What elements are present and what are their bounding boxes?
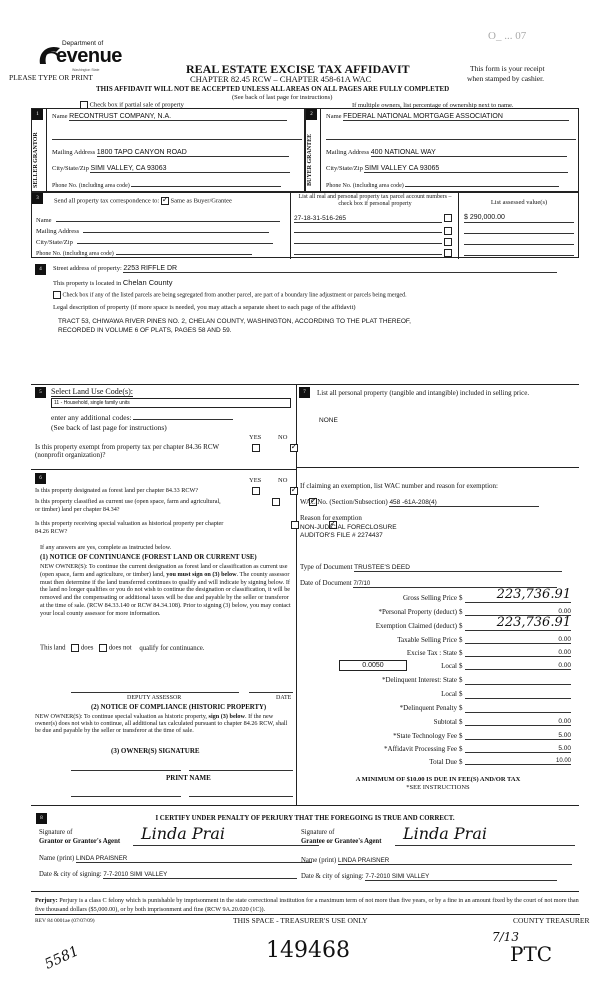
seller-name-row [52,113,302,121]
partial-sale-label: Check box if partial sale of property [89,101,184,109]
county-field[interactable]: Chelan County [122,278,173,287]
currency-symbol: $ [459,690,463,698]
notice2-text-pre: NEW OWNER(S): To continue special valuation as historic property, [35,713,207,720]
grantor-name-label: Name (print) [39,855,75,862]
county-treasurer-label: COUNTY TREASURER [513,916,590,925]
notice2-text-bold: sign (3) below [208,713,245,720]
corr-city-row [36,236,273,246]
continuance-row [40,644,204,652]
delinquent-interest-local-label: Local [441,690,457,698]
see-instructions-note: *SEE INSTRUCTIONS [406,784,470,791]
if-yes-instruction: If any answers are yes, complete as instructed below. [40,544,172,551]
reason-label: Reason for exemption [300,514,362,522]
gross-selling-price-label: Gross Selling Price [402,594,457,602]
nonprofit-yes-checkbox[interactable] [252,444,260,452]
currency-symbol: $ [459,636,463,644]
excise-tax-local-field[interactable]: 0.00 [465,662,571,670]
located-in-label: This property is located in [53,280,122,287]
corr-city-label: City/State/Zip [36,239,73,246]
currency-symbol: $ [459,649,463,657]
personal-property-checkbox[interactable] [444,249,452,257]
section-number-3: 3 [32,193,43,204]
document-type-label: Type of Document [300,563,353,571]
buyer-name-field[interactable]: FEDERAL NATIONAL MORTGAGE ASSOCIATION [343,113,569,121]
parcel-number-field[interactable] [294,236,442,244]
delinquent-interest-state-field[interactable] [465,676,571,685]
section-number-6: 6 [35,473,46,484]
subtotal-field[interactable]: 0.00 [465,718,571,726]
corr-phone-label: Phone No. (including area code) [36,251,114,257]
reason-line-2[interactable]: AUDITOR'S FILE # 2274437 [300,532,383,539]
assessed-value-field[interactable] [464,225,574,234]
deputy-assessor-label: DEPUTY ASSESSOR [127,695,182,701]
this-land-label: This land [40,644,66,652]
personal-property-deduct-field[interactable]: 0.00 [465,608,571,616]
grantor-date-field[interactable]: 7-7-2010 SIMI VALLEY [103,871,297,879]
legal-description-line-2[interactable]: RECORDED IN VOLUME 6 OF PLATS, PAGES 58 AND 59. [58,327,232,334]
seller-grantor-label: SELLER GRANTOR [33,132,39,188]
currency-symbol: $ [459,745,463,753]
yes-header: YES [249,477,262,484]
corr-mailing-field[interactable] [83,225,269,233]
no-header: NO [278,434,288,441]
state-technology-fee-label: *State Technology Fee [393,732,457,740]
exemption-instructions: If claiming an exemption, list WAC number and reason for exemption: [300,482,498,490]
section-number-7: 7 [299,387,310,398]
notice1-text-post: . The county assessor must then determine if the land transferred continues to qualify and will indicate by signing below. If the land no longer qualifies or you do not wish to continue the designation or classification, it will be removed and the compensating or additional taxes will be due and payable by the seller or transferor at the time of sale. (RCW 84.33.140 or RCW 84.34.108). Prior to signing (3) below, you may contact your local county assessor for more information. [40,570,291,617]
assessed-value-field[interactable]: $ 290,000.00 [464,214,574,223]
delinquent-penalty-label: *Delinquent Penalty [399,704,457,712]
land-use-code-select[interactable]: 11 - Household, single family units [51,398,291,408]
parcel-row [294,247,452,257]
assessed-header: List assessed value(s) [490,199,548,206]
additional-codes-row [51,412,233,422]
print-name-label: PRINT NAME [166,774,211,782]
buyer-city-field[interactable]: SIMI VALLEY CA 93065 [364,165,568,173]
affidavit-processing-fee-field[interactable]: 5.00 [465,745,571,753]
logo-dept-text: Department of [62,40,104,47]
parcel-number-field[interactable]: 27-18-31-516-265 [294,215,442,223]
currency-symbol: $ [459,718,463,726]
owner-signature-line-2[interactable] [189,770,293,771]
total-due-label: Total Due [429,758,457,766]
does-label: does [80,644,94,652]
receipt-note-1: This form is your receipt [470,64,545,73]
nonprofit-exempt-question: Is this property exempt from property tax per chapter 84.36 RCW (nonprofit organization)? [35,443,219,459]
seller-city-field[interactable]: SIMI VALLEY, CA 93063 [90,165,290,173]
no-header: NO [278,477,288,484]
segregated-checkbox[interactable] [53,291,61,299]
grantee-date-row [301,873,557,881]
grantor-signature-label-1: Signature of [39,829,73,836]
local-tax-rate-field[interactable]: 0.0050 [339,660,407,671]
currency-symbol: $ [459,704,463,712]
receipt-note-2: when stamped by cashier. [467,74,545,83]
affidavit-processing-fee-label: *Affidavit Processing Fee [384,745,457,753]
minimum-due-notice: A MINIMUM OF $10.00 IS DUE IN FEE(S) AND/OR TAX [355,776,521,783]
legal-description-label: Legal description of property (if more space is needed, you may attach a separate sheet to each page of the affidavit) [53,304,356,311]
buyer-grantee-section [305,108,579,192]
notice-of-compliance-text [35,713,293,734]
reason-line-1[interactable]: NON-JUDICIAL FORECLOSURE [300,524,397,531]
perjury-label: Perjury: [35,897,58,904]
form-revision-id: REV 84 0001ae (07/07/09) [35,918,95,924]
excise-tax-state-field[interactable]: 0.00 [465,649,571,657]
owner-signature-line[interactable] [71,770,181,771]
logo-revenue-text: evenue [56,45,122,67]
property-location-section [31,261,579,341]
located-in-row [53,278,172,287]
personal-property-checkbox[interactable] [444,227,452,235]
yes-header: YES [249,434,262,441]
corr-mailing-label: Mailing Address [36,228,80,235]
send-correspondence-label: Send all property tax correspondence to: [54,197,160,205]
buyer-phone-label: Phone No. (including area code) [326,183,404,189]
taxable-selling-price-label: Taxable Selling Price [397,636,457,644]
taxable-selling-price-field[interactable]: 0.00 [465,636,571,644]
land-use-section [31,384,297,470]
total-due-field[interactable]: 10.00 [465,758,571,765]
forest-current-use-section [31,470,297,806]
buyer-name-label: Name [326,113,342,120]
grantee-name-label: Name (print) [301,857,337,864]
qualify-label: qualify for continuance. [139,644,205,652]
grantee-date-field[interactable]: 7-7-2010 SIMI VALLEY [365,873,557,881]
parcel-header: List all real and personal property tax parcel account numbers – check box if personal property [298,194,452,207]
currency-symbol: $ [459,608,463,616]
corr-name-field[interactable] [56,214,280,222]
buyer-city-row [326,165,568,173]
notice-of-compliance-title: (2) NOTICE OF COMPLIANCE (HISTORIC PROPERTY) [91,704,267,711]
same-as-buyer-label: Same as Buyer/Grantee [170,197,232,205]
notice1-text-pre: NEW OWNER(S): To continue the current designation as forest land or classification as current use (open space, farm and agriculture, or timber) land, [40,563,288,578]
grantee-name-row [301,857,572,865]
section-number-8: 8 [36,813,47,824]
buyer-name-row [326,113,569,121]
historical-property-question: Is this property receiving special valuation as historical property per chapter 84.26 RCW? [35,520,224,535]
same-as-buyer-checkbox[interactable] [161,197,169,205]
delinquent-penalty-field[interactable] [465,704,571,713]
seller-mailing-row [52,149,289,157]
buyer-phone-row [326,179,559,189]
deputy-date-line[interactable] [249,692,293,693]
grantee-date-label: Date & city of signing: [301,873,364,880]
section-number-1: 1 [32,109,43,120]
personal-property-checkbox[interactable] [444,238,452,246]
excise-tax-state-label: Excise Tax : State [406,649,457,657]
handwritten-initials-right: PTC [510,942,553,966]
parcel-row [294,236,452,246]
additional-codes-field[interactable] [133,412,233,420]
segregated-label: Check box if any of the listed parcels are being segregated from another parcel, are part of a boundary line adjustment or parcels being merged. [62,292,407,299]
exemption-claimed-label: Exemption Claimed (deduct) [375,622,457,630]
buyer-mailing-label: Mailing Address [326,149,370,156]
wac-row [300,498,539,507]
personal-property-checkbox[interactable] [444,214,452,222]
currency-symbol: $ [459,662,463,670]
please-type-label: PLEASE TYPE OR PRINT [9,73,93,82]
document-date-label: Date of Document [300,579,352,587]
seller-city-label: City/State/Zip [52,165,89,172]
exemption-claimed-field[interactable]: 223,736.91 [465,616,571,631]
currency-symbol: $ [459,758,463,766]
buyer-mailing-row [326,149,567,157]
corr-phone-row [36,247,252,257]
buyer-city-label: City/State/Zip [326,165,363,172]
document-type-row [300,563,562,572]
tax-correspondence-section [31,192,579,258]
handwritten-number-center: 149468 [266,938,350,963]
personal-property-value[interactable]: NONE [319,417,338,424]
corr-mailing-row [36,225,269,235]
select-land-use-label: Select Land Use Code(s): [51,387,133,396]
parcel-number-field[interactable] [294,225,442,233]
delinquent-interest-state-label: *Delinquent Interest: State [381,676,457,684]
notice2-text-post: . If the new owner(s) does not wish to continue, all additional tax calculated pursuant to chapter 84.26 RCW, shall be due and payable by the seller or transferor at the time of sale. [35,713,288,734]
currency-symbol: $ [459,676,463,684]
certification-section [31,810,579,892]
stamp-marks: O_ ... 07 [488,30,527,42]
seller-name-field[interactable]: RECONTRUST COMPANY, N.A. [69,113,287,121]
excise-tax-local-label: Local [441,662,457,670]
street-address-row [53,265,557,273]
form-chapter: CHAPTER 82.45 RCW – CHAPTER 458-61A WAC [190,74,372,84]
section-number-4: 4 [35,264,46,275]
current-use-yes-checkbox[interactable] [272,498,280,506]
grantee-name-field[interactable]: LINDA PRAISNER [338,857,572,865]
parcel-row [294,225,452,235]
grantor-signature-label-2: Grantor or Grantor's Agent [39,838,121,845]
grantor-name-row [39,855,312,863]
buyer-phone-field[interactable] [405,179,559,187]
state-technology-fee-field[interactable]: 5.00 [465,732,571,740]
seller-phone-row [52,179,281,189]
currency-symbol: $ [459,594,463,602]
parcel-number-field[interactable] [294,247,442,255]
owner-signature-label: (3) OWNER(S) SIGNATURE [111,747,200,755]
corr-city-field[interactable] [77,236,273,244]
personal-property-label: List all personal property (tangible and intangible) included in selling price. [317,389,530,397]
land-use-instructions: (See back of last page for instructions) [51,423,167,432]
logo-state-text: Washington State [72,68,100,72]
handwritten-date-right: 7/13 [492,930,519,944]
completion-warning: THIS AFFIDAVIT WILL NOT BE ACCEPTED UNLESS ALL AREAS ON ALL PAGES ARE FULLY COMPLETED [96,85,450,93]
grantor-date-row [39,871,297,879]
personal-property-deduct-label: *Personal Property (deduct) [378,608,457,616]
perjury-notice [35,896,580,915]
section-number-2: 2 [306,109,317,120]
wac-field[interactable]: 458 -61A-208(4) [389,499,539,507]
date-label: DATE [276,695,292,701]
notice1-text-bold: you must sign on (3) below [166,570,237,578]
does-qualify-checkbox[interactable] [71,644,79,652]
legal-description-line-1[interactable]: TRACT 53, CHIWAWA RIVER PINES NO. 2, CHELAN COUNTY, WASHINGTON, ACCORDING TO THE PLAT THEREOF, [58,318,411,325]
grantee-signature-field[interactable]: Linda Prai [395,824,575,846]
send-correspondence-row [54,197,232,205]
form-title: REAL ESTATE EXCISE TAX AFFIDAVIT [186,62,410,76]
subtotal-label: Subtotal [433,718,457,726]
grantee-signature-label-1: Signature of [301,829,335,836]
seller-grantor-section [31,108,305,192]
document-type-field[interactable]: TRUSTEE'S DEED [354,564,562,572]
perjury-text: Perjury is a class C felony which is punishable by imprisonment in the state correctional institution for a maximum term of not more than five years, or by a fine in an amount fixed by the court of not more than five thousand dollars ($5,000.00), or by both imprisonment and fine (RCW 9A.20.020 (1C)). [35,897,579,913]
seller-phone-label: Phone No. (including area code) [52,183,130,189]
grantor-name-field[interactable]: LINDA PRAISNER [76,855,312,863]
gross-selling-price-field[interactable]: 223,736.91 [465,588,571,603]
corr-name-row [36,214,280,224]
additional-codes-label: enter any additional codes: [51,413,132,422]
forest-yes-checkbox[interactable] [252,487,260,495]
document-date-field[interactable]: 7/7/10 [353,581,557,588]
print-name-line[interactable] [71,796,181,797]
seller-mailing-label: Mailing Address [52,149,96,156]
delinquent-interest-local-field[interactable] [465,690,571,699]
perjury-certification: I CERTIFY UNDER PENALTY OF PERJURY THAT THE FOREGOING IS TRUE AND CORRECT. [155,815,455,822]
currency-symbol: $ [459,732,463,740]
currency-symbol: $ [459,622,463,630]
corr-phone-field[interactable] [116,247,252,255]
treasurer-use-only: THIS SPACE - TREASURER'S USE ONLY [233,916,368,925]
corr-name-label: Name [36,217,52,224]
wac-label: WAC No. (Section/Subsection) [300,498,388,506]
notice-of-continuance-title: (1) NOTICE OF CONTINUANCE (FOREST LAND OR CURRENT USE) [40,554,257,561]
street-address-label: Street address of property: [53,265,122,272]
parcel-row [294,214,452,223]
grantor-signature-field[interactable]: Linda Prai [133,824,319,846]
seller-mailing-field[interactable]: 1800 TAPO CANYON ROAD [97,149,289,157]
multiple-owners-note: If multiple owners, list percentage of ownership next to name. [352,102,514,109]
handwritten-number-left: 5581 [42,943,82,973]
seller-phone-field[interactable] [131,179,281,187]
deputy-assessor-signature-line[interactable] [71,692,239,693]
buyer-mailing-field[interactable]: 400 NATIONAL WAY [371,149,567,157]
segregated-row [53,291,407,299]
street-address-field[interactable]: 2253 RIFFLE DR [123,265,557,273]
forest-land-question: Is this property designated as forest land per chapter 84.33 RCW? [35,487,199,494]
print-name-line-2[interactable] [189,796,293,797]
seller-city-row [52,165,290,173]
does-not-qualify-checkbox[interactable] [99,644,107,652]
grantee-signature-label-2: Grantee or Grantee's Agent [301,838,382,845]
section-number-5: 5 [35,387,46,398]
seller-name-label: Name [52,113,68,120]
see-back-note: (See back of last page for instructions) [232,94,333,101]
buyer-grantee-label: BUYER GRANTEE [307,133,313,187]
assessed-value-field[interactable] [464,236,574,245]
does-not-label: does not [108,644,132,652]
current-use-question: Is this property classified as current use (open space, farm and agricultural, or timber) land per chapter 84.34? [35,498,221,513]
notice-of-continuance-text [40,563,292,618]
assessed-value-field[interactable] [464,247,574,256]
grantor-date-label: Date & city of signing: [39,871,102,878]
personal-property-section [297,384,579,806]
